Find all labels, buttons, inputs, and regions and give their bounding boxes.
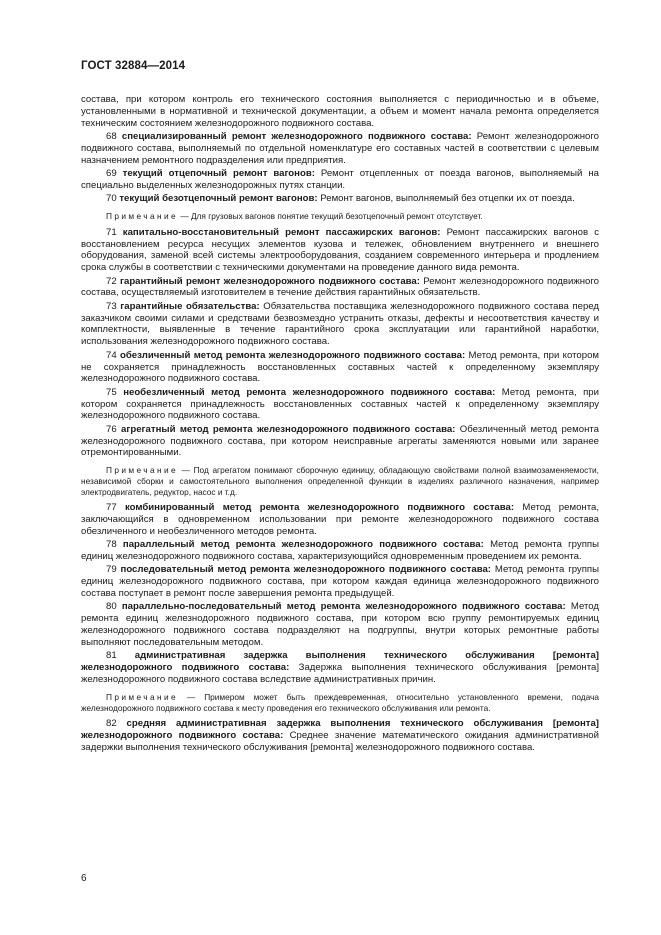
note-text: — Примером может быть преждевременная, относительно установленного времени, подача железнодорожного подвижного состава к месту проведения его технического обслуживания или ремонта. xyxy=(81,691,599,713)
term-definition: Метод ремонта, при котором сохраняется принадлежность восстановленных составных частей к определенному экземпляру железнодорожного подвижного состава. xyxy=(81,386,600,422)
term-entry-78 xyxy=(81,539,599,563)
term-entry-75 xyxy=(81,387,599,423)
term-definition: Метод ремонта группы единиц железнодорожного подвижного состава, характеризующийся одновременным проведением их ремонта. xyxy=(81,539,599,563)
note-label: Примечание xyxy=(106,691,179,702)
term-entry-81 xyxy=(81,650,599,686)
term-number: 74 xyxy=(106,349,117,361)
term-definition: Метод ремонта, при котором не сохраняется принадлежность восстановленных составных частей к определенному экземпляру железнодорожного подвижного состава. xyxy=(81,349,599,385)
paragraph-text: состава, при котором контроль его технического состояния выполняется с периодичностью и в объеме, установленными в нормативной и технической документации, а объем и момент начала ремонта определяется техническим состоянием железнодорожного подвижного состава. xyxy=(81,94,599,129)
term-number: 81 xyxy=(106,650,117,662)
term-entry-76 xyxy=(81,424,599,460)
term-definition: Среднее значение математического ожидания административной задержки выполнения технического обслуживания [ремонта] железнодорожного подвижного состава. xyxy=(81,730,599,753)
term-definition: Задержка выполнения технического обслуживания [ремонта] железнодорожного подвижного состава вследствие административных причин. xyxy=(81,662,600,685)
term-number: 80 xyxy=(106,601,117,613)
term-title: комбинированный метод ремонта железнодорожного подвижного состава: xyxy=(124,502,515,514)
term-definition: Ремонт железнодорожного подвижного состава, осуществляемый изготовителем в течение действия гарантийных обязательств. xyxy=(81,275,599,299)
term-title: параллельно-последовательный метод ремонта железнодорожного подвижного состава: xyxy=(121,601,566,613)
term-title: последовательный метод ремонта железнодорожного подвижного состава: xyxy=(120,564,492,576)
term-number: 72 xyxy=(106,275,117,287)
term-title: капитально-восстановительный ремонт пассажирских вагонов: xyxy=(122,226,441,238)
term-number: 71 xyxy=(106,226,117,238)
term-number: 75 xyxy=(106,386,117,398)
note xyxy=(81,211,599,222)
term-definition: Метод ремонта единиц железнодорожного подвижного состава, при котором всю группу ремонтируемых единиц железнодорожного подвижного состава подразделяют на подгруппы, внутри которых ремонтные работы выполняют последовательным методом. xyxy=(81,601,599,648)
term-definition: Метод ремонта группы единиц железнодорожного подвижного состава, при котором каждая единица железнодорожного подвижного состава поступает в ремонт после завершения ремонта предыдущей. xyxy=(81,564,600,600)
term-title: необезличенный метод ремонта железнодорожного подвижного состава: xyxy=(123,386,496,398)
term-number: 68 xyxy=(106,131,117,143)
term-title: текущий безотцепочный ремонт вагонов: xyxy=(119,193,318,205)
term-definition: Ремонт отцепленных от поезда вагонов, выполняемый на специально выделенных железнодорожных путях станции. xyxy=(81,168,599,191)
term-title: обезличенный метод ремонта железнодорожного подвижного состава: xyxy=(120,349,466,361)
term-entry-71 xyxy=(81,227,599,275)
term-definition: Обезличенный метод ремонта железнодорожного подвижного состава, при котором неисправные агрегаты заменяются новыми или заранее отремонтированными. xyxy=(81,423,599,459)
note-label: Примечание xyxy=(106,211,179,222)
term-definition: Ремонт пассажирских вагонов с восстановлением ресурса несущих элементов кузова и тележек, обновлением внутреннего и внешнего оборудования, заменой всей системы электрооборудования, созданием современного интерьера и продлением срока службы в соответствии с техническими документами на проведение данного вида ремонта. xyxy=(81,226,599,274)
term-number: 78 xyxy=(106,539,117,551)
note xyxy=(81,692,599,713)
term-title: агрегатный метод ремонта железнодорожного подвижного состава: xyxy=(121,423,456,435)
term-number: 82 xyxy=(106,718,117,730)
term-entry-68 xyxy=(81,131,599,167)
term-number: 69 xyxy=(106,168,117,180)
document-header: ГОСТ 32884—2014 xyxy=(81,60,186,72)
term-definition: Ремонт вагонов, выполняемый без отцепки их от поезда. xyxy=(317,193,575,205)
term-title: административная задержка выполнения технического обслуживания [ремонта] железнодорожного подвижного состава: xyxy=(81,650,599,674)
term-entry-74 xyxy=(81,350,599,386)
document-body xyxy=(81,94,599,754)
term-entry-77 xyxy=(81,502,599,538)
term-entry-82 xyxy=(81,718,599,754)
term-number: 79 xyxy=(106,564,117,576)
term-entry-79 xyxy=(81,564,599,600)
term-title: параллельный метод ремонта железнодорожного подвижного состава: xyxy=(122,539,484,551)
term-title: специализированный ремонт железнодорожного подвижного состава: xyxy=(121,131,472,143)
term-definition: Метод ремонта, заключающийся в одновременном использовании при ремонте железнодорожного подвижного состава обезличенного и необезличенного методов ремонта. xyxy=(81,502,599,537)
term-entry-73 xyxy=(81,301,599,349)
term-title: гарантийные обязательства: xyxy=(120,300,260,312)
term-title: средняя административная задержка выполнения технического обслуживания [ремонта] железнодорожного подвижного состава: xyxy=(81,718,599,741)
term-definition: Обязательства поставщика железнодорожного подвижного состава перед заказчиком своими силами и средствами безвозмездно устранить отказы, дефекты и несоответствия качеству и комплектности, выявленные в течение гарантийного срока эксплуатации или гарантийной наработки, использования железнодорожного подвижного состава. xyxy=(81,300,600,348)
term-definition: Ремонт железнодорожного подвижного состава, выполняемый по отдельной номенклатуре его составных частей в соответствии с целевым назначением ремонтного подразделения или предприятия. xyxy=(81,131,600,166)
term-title: текущий отцепочный ремонт вагонов: xyxy=(122,168,315,180)
term-number: 73 xyxy=(106,300,117,312)
note-text: — Для грузовых вагонов понятие текущий безотцепочный ремонт отсутствует. xyxy=(178,211,483,222)
term-number: 70 xyxy=(106,193,117,205)
note xyxy=(81,465,599,497)
term-number: 76 xyxy=(106,423,117,435)
term-entry-69 xyxy=(81,168,599,192)
note-text: — Под агрегатом понимают сборочную единицу, обладающую свойствами полной взаимозаменяемости, независимой сборки и самостоятельного выполнения определенной функции в изделиях различного назначения, например электродвигатель, редуктор, насос и т.д. xyxy=(81,465,599,497)
term-entry-72 xyxy=(81,276,599,300)
term-title: гарантийный ремонт железнодорожного подвижного состава: xyxy=(119,275,420,287)
term-number: 77 xyxy=(106,502,117,514)
term-entry-70 xyxy=(81,193,599,205)
page-number: 6 xyxy=(81,873,87,884)
note-label: Примечание xyxy=(106,465,179,476)
paragraph-continuation xyxy=(81,94,599,130)
term-entry-80 xyxy=(81,601,599,649)
